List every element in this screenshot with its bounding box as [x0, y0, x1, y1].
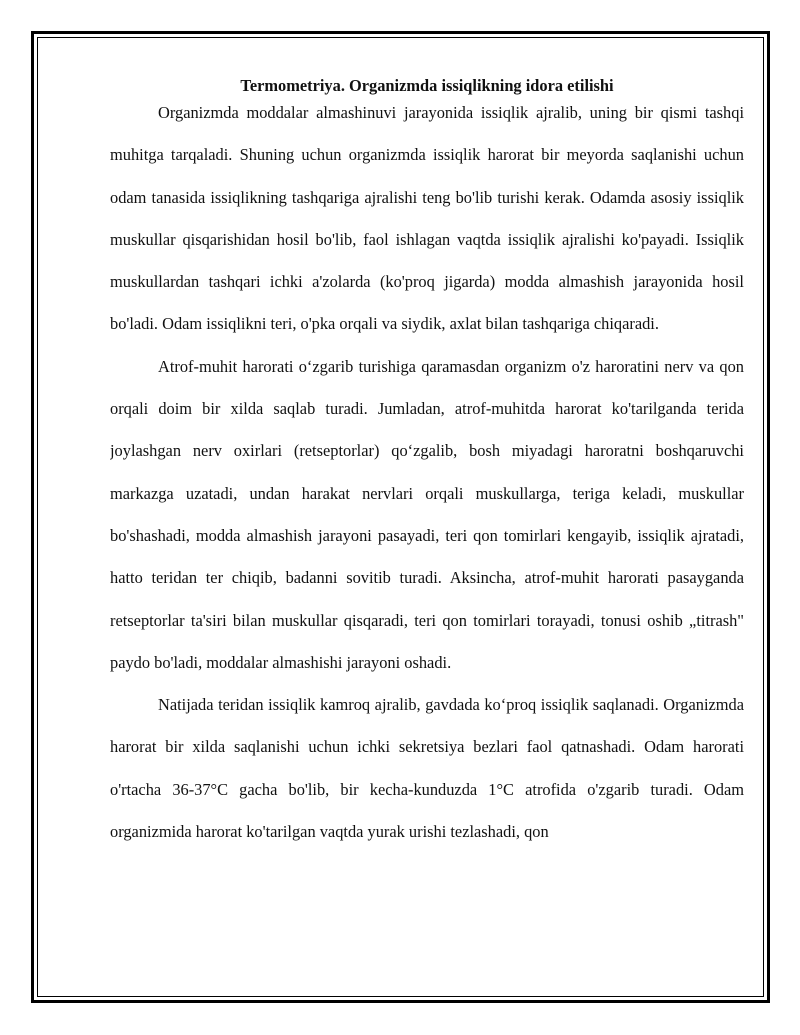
paragraph-1: Organizmda moddalar almashinuvi jarayonida issiqlik ajralib, uning bir qismi tashqi muhitga tarqaladi. Shuning uchun organizmda issiqlik harorat bir meyorda saqlanishi uchun odam tanasida issiqlikning tashqariga ajralishi teng bo'lib turishi kerak. Odamda asosiy issiqlik muskullar qisqarishidan hosil bo'lib, faol ishlagan vaqtda issiqlik ajralishi ko'payadi. Issiqlik muskullardan tashqari ichki a'zolarda (ko'proq jigarda) modda almashish jarayonida hosil bo'ladi. Odam issiqlikni teri, o'pka orqali va siydik, axlat bilan tashqariga chiqaradi. — [110, 103, 744, 334]
document-body — [110, 72, 744, 972]
document-title: Termometriya. Organizmda issiqlikning idora etilishi — [240, 76, 614, 95]
paragraph-3: Natijada teridan issiqlik kamroq ajralib, gavdada ko‘proq issiqlik saqlanadi. Organizmda harorat bir xilda saqlanishi uchun ichki sekretsiya bezlari faol qatnashadi. Odam harorati o'rtacha 36-37°C gacha bo'lib, bir kecha-kunduzda 1°C atrofida o'zgarib turadi. Odam organizmida harorat ko'tarilgan vaqtda yurak urishi tezlashadi, qon — [110, 695, 744, 842]
paragraph-2: Atrof-muhit harorati o‘zgarib turishiga qaramasdan organizm o'z haroratini nerv va qon orqali doim bir xilda saqlab turadi. Jumladan, atrof-muhitda harorat ko'tarilganda terida joylashgan nerv oxirlari (retseptorlar) qo‘zgalib, bosh miyadagi haroratni boshqaruvchi markazga uzatadi, undan harakat nervlari orqali muskullarga, teriga keladi, muskullar bo'shashadi, modda almashish jarayoni pasayadi, teri qon tomirlari kengayib, issiqlik ajratadi, hatto teridan ter chiqib, badanni sovitib turadi. Aksincha, atrof-muhit harorati pasayganda retseptorlar ta'siri bilan muskullar qisqaradi, teri qon tomirlari torayadi, tonusi oshib „titrash" paydo bo'ladi, moddalar almashishi jarayoni oshadi. — [110, 356, 744, 672]
